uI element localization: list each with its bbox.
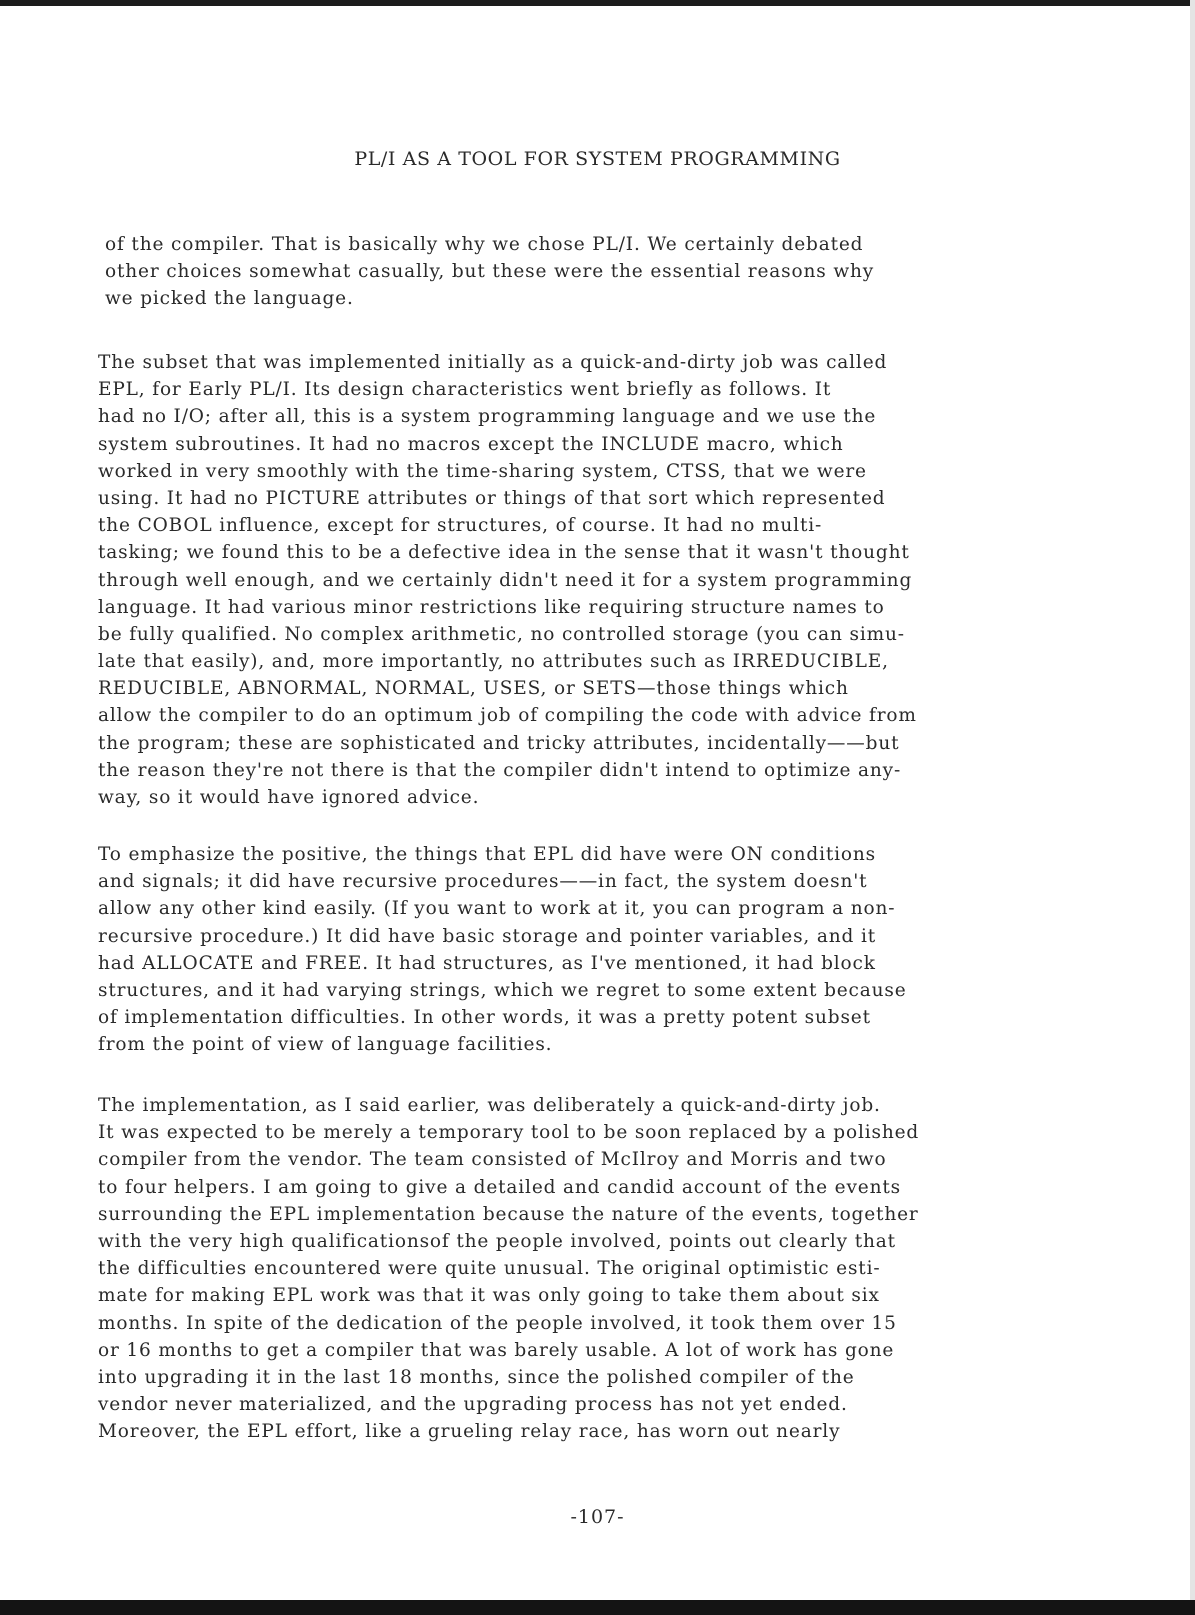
text-line: It was expected to be merely a temporary tool to be soon replaced by a polished (98, 1122, 920, 1144)
text-line: tasking; we found this to be a defective idea in the sense that it wasn't thought (98, 542, 910, 564)
text-line: worked in very smoothly with the time-sharing system, CTSS, that we were (98, 460, 867, 482)
text-line: be fully qualified. No complex arithmetic, no controlled storage (you can simu- (98, 623, 905, 645)
text-line: way, so it would have ignored advice. (98, 787, 480, 808)
text-line: recursive procedure.) It did have basic storage and pointer variables, and it (98, 925, 877, 947)
text-line: using. It had no PICTURE attributes or things of that sort which represented (98, 487, 886, 509)
text-line: late that easily), and, more importantly, no attributes such as IRREDUCIBLE, (98, 651, 889, 673)
text-line: had ALLOCATE and FREE. It had structures, as I've mentioned, it had block (98, 952, 876, 974)
text-line: the reason they're not there is that the compiler didn't intend to optimize any- (98, 759, 902, 781)
text-line: the COBOL influence, except for structures, of course. It had no multi- (98, 515, 823, 537)
page-number: -107- (570, 1506, 625, 1528)
text-line: REDUCIBLE, ABNORMAL, NORMAL, USES, or SETS—those things which (98, 678, 849, 700)
text-line: with the very high qualificationsof the people involved, points out clearly that (98, 1230, 896, 1252)
paragraph-1 (105, 231, 1085, 313)
text-line: through well enough, and we certainly didn't need it for a system programming (98, 569, 913, 591)
text-line: mate for making EPL work was that it was only going to take them about six (98, 1285, 880, 1307)
text-line: The subset that was implemented initially as a quick-and-dirty job was called (98, 352, 888, 373)
text-line: into upgrading it in the last 18 months, since the polished compiler of the (98, 1366, 855, 1388)
text-line: and signals; it did have recursive procedures——in fact, the system doesn't (98, 871, 868, 893)
scan-top-edge (0, 0, 1195, 6)
text-line: of the compiler. That is basically why we chose PL/I. We certainly debated (105, 234, 864, 255)
text-line: language. It had various minor restrictions like requiring structure names to (98, 596, 885, 618)
text-line: system subroutines. It had no macros except the INCLUDE macro, which (98, 433, 844, 455)
text-line: vendor never materialized, and the upgrading process has not yet ended. (98, 1394, 848, 1416)
paragraph-2 (98, 349, 1078, 811)
text-line: other choices somewhat casually, but these were the essential reasons why (105, 261, 875, 283)
text-line: months. In spite of the dedication of the people involved, it took them over 15 (98, 1312, 897, 1334)
page-title: PL/I AS A TOOL FOR SYSTEM PROGRAMMING (354, 148, 841, 170)
text-line: of implementation difficulties. In other words, it was a pretty potent subset (98, 1007, 871, 1029)
text-line: we picked the language. (105, 288, 354, 310)
text-line: allow any other kind easily. (If you want to work at it, you can program a non- (98, 898, 896, 920)
text-line: allow the compiler to do an optimum job of compiling the code with advice from (98, 705, 917, 727)
text-line: surrounding the EPL implementation because the nature of the events, together (98, 1203, 919, 1225)
text-line: from the point of view of language facilities. (98, 1034, 553, 1056)
paragraph-3 (98, 841, 1078, 1059)
text-line: had no I/O; after all, this is a system programming language and we use the (98, 406, 877, 428)
scan-right-edge (1190, 0, 1195, 1615)
text-line: or 16 months to get a compiler that was barely usable. A lot of work has gone (98, 1339, 895, 1361)
text-line: the program; these are sophisticated and tricky attributes, incidentally——but (98, 732, 900, 754)
text-line: structures, and it had varying strings, which we regret to some extent because (98, 979, 907, 1001)
text-line: The implementation, as I said earlier, was deliberately a quick-and-dirty job. (98, 1095, 881, 1116)
paragraph-4 (98, 1092, 1078, 1445)
text-line: to four helpers. I am going to give a detailed and candid account of the events (98, 1176, 901, 1198)
text-line: compiler from the vendor. The team consisted of McIlroy and Morris and two (98, 1149, 887, 1171)
text-line: the difficulties encountered were quite unusual. The original optimistic esti- (98, 1258, 881, 1280)
text-line: Moreover, the EPL effort, like a grueling relay race, has worn out nearly (98, 1421, 841, 1443)
text-line: To emphasize the positive, the things that EPL did have were ON conditions (98, 844, 877, 865)
text-line: EPL, for Early PL/I. Its design characteristics went briefly as follows. It (98, 379, 832, 401)
scan-bottom-edge (0, 1600, 1195, 1615)
